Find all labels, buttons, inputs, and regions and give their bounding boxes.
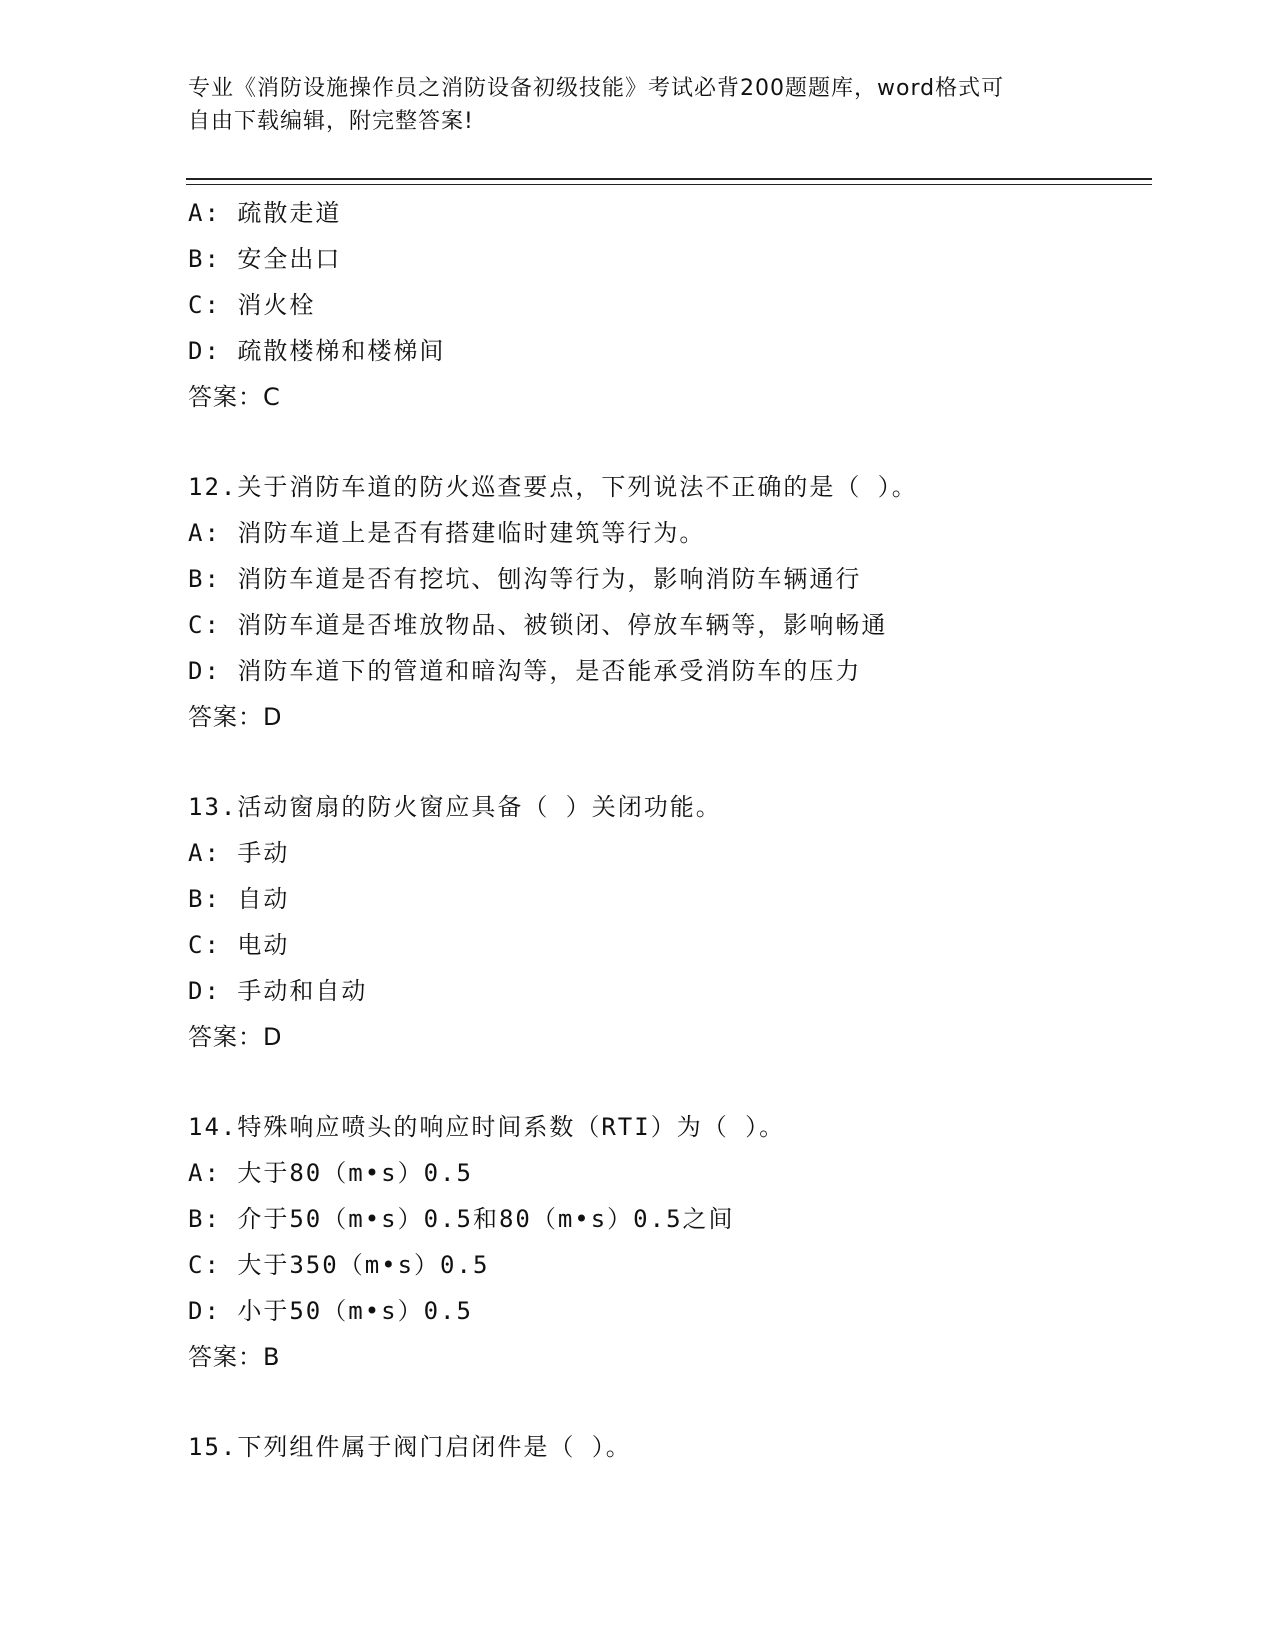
document-header [188,72,1088,138]
option-c: C: 电动 [188,931,290,959]
question-text: 15.下列组件属于阀门启闭件是（ ）。 [188,1433,632,1461]
option-d: D: 小于50（m•s）0.5 [188,1297,473,1325]
option-b: B: 消防车道是否有挖坑、刨沟等行为，影响消防车辆通行 [188,565,862,593]
question-12 [188,464,1148,740]
option-b: B: 自动 [188,885,290,913]
option-a: A: 手动 [188,839,290,867]
question-14 [188,1104,1148,1380]
answer: 答案：C [188,383,281,411]
question-text: 13.活动窗扇的防火窗应具备（ ）关闭功能。 [188,793,722,821]
header-divider [186,178,1152,185]
question-15 [188,1424,1148,1470]
answer: 答案：D [188,703,283,731]
option-d: D: 疏散楼梯和楼梯间 [188,337,446,365]
option-b: B: 安全出口 [188,245,342,273]
option-c: C: 消火栓 [188,291,316,319]
question-11 [188,190,1148,420]
option-c: C: 消防车道是否堆放物品、被锁闭、停放车辆等，影响畅通 [188,611,888,639]
option-c: C: 大于350（m•s）0.5 [188,1251,490,1279]
header-line-2: 自由下载编辑，附完整答案! [188,109,474,134]
option-a: A: 疏散走道 [188,199,342,227]
option-d: D: 手动和自动 [188,977,368,1005]
question-text: 12.关于消防车道的防火巡查要点，下列说法不正确的是（ ）。 [188,473,918,501]
option-a: A: 消防车道上是否有搭建临时建筑等行为。 [188,519,706,547]
question-text: 14.特殊响应喷头的响应时间系数（RTI）为（ ）。 [188,1113,786,1141]
answer: 答案：B [188,1343,281,1371]
option-b: B: 介于50（m•s）0.5和80（m•s）0.5之间 [188,1205,735,1233]
question-list [188,190,1148,1470]
header-line-1: 专业《消防设施操作员之消防设备初级技能》考试必背200题题库，word格式可 [188,76,1005,101]
option-d: D: 消防车道下的管道和暗沟等，是否能承受消防车的压力 [188,657,862,685]
option-a: A: 大于80（m•s）0.5 [188,1159,473,1187]
answer: 答案：D [188,1023,283,1051]
question-13 [188,784,1148,1060]
